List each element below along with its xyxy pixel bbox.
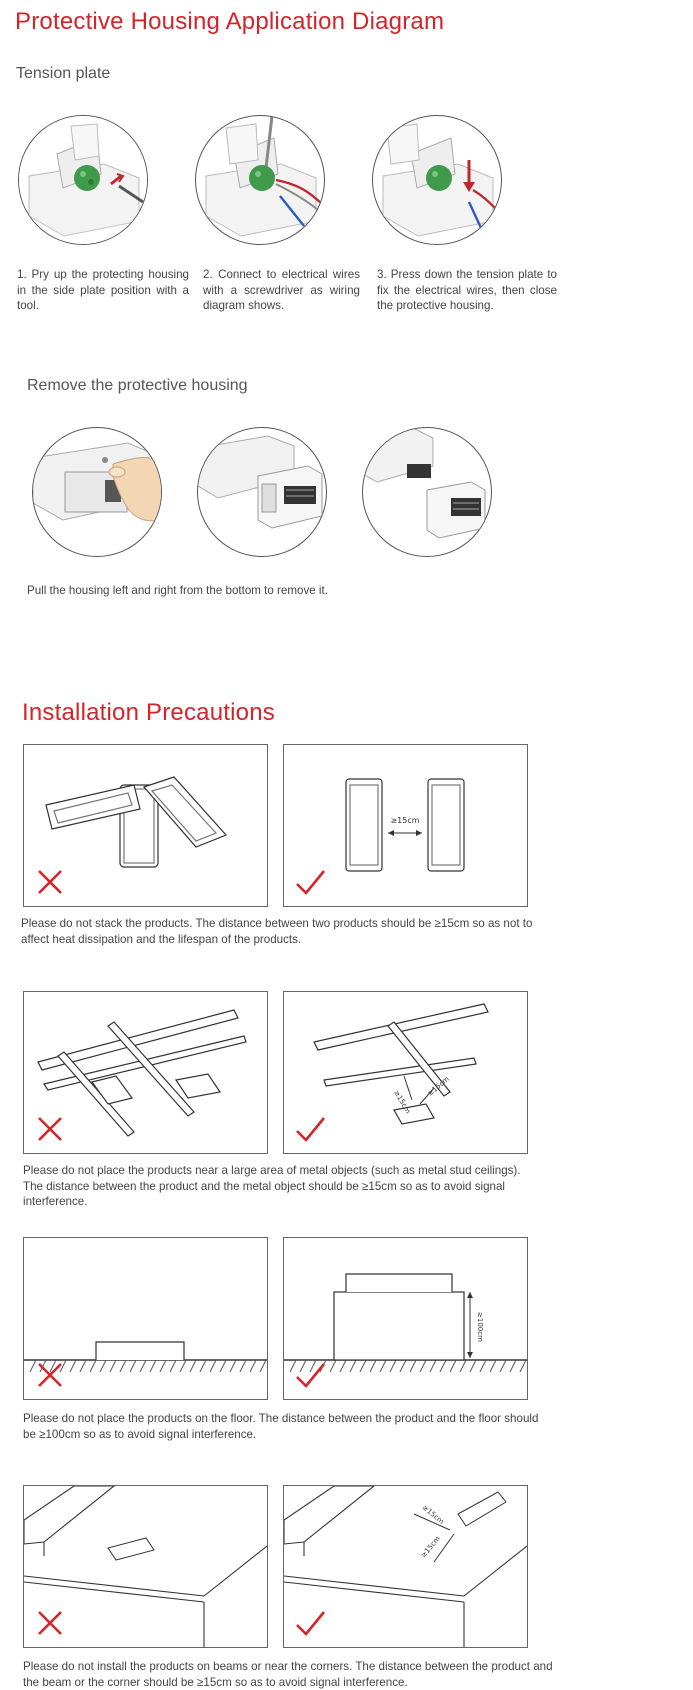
- away-from-metal-ceiling-panel: [283, 991, 528, 1154]
- away-from-beam-panel: [283, 1485, 528, 1648]
- press-tension-plate-illustration: [372, 115, 502, 245]
- correct-check-icon: [294, 866, 326, 898]
- metal-precaution-note: Please do not place the products near a large area of metal objects (such as metal stud ceilings). The distance between the product and the metal object should be ≥15cm so as to avoid signal interference.: [23, 1164, 521, 1208]
- remove-housing-press-illustration: [32, 427, 162, 557]
- distance-label: ≥15cm: [419, 1534, 442, 1560]
- on-floor-panel: [23, 1237, 268, 1400]
- wrong-x-icon: [34, 1359, 66, 1391]
- page-title: Protective Housing Application Diagram: [15, 8, 445, 35]
- connect-wires-illustration: [195, 115, 325, 245]
- correct-check-icon: [294, 1359, 326, 1391]
- pry-housing-illustration: [18, 115, 148, 245]
- distance-label: ≥15cm: [426, 1075, 451, 1098]
- wrong-x-icon: [34, 1113, 66, 1145]
- correct-check-icon: [294, 1113, 326, 1145]
- beam-precaution-note: Please do not install the products on beams or near the corners. The distance between the product and the beam or the corner should be ≥15cm so as to avoid signal interference.: [23, 1660, 553, 1689]
- remove-housing-heading: Remove the protective housing: [27, 377, 248, 394]
- spaced-products-panel: [283, 744, 528, 907]
- wrong-x-icon: [34, 1607, 66, 1639]
- step-3-caption: 3. Press down the tension plate to fix the electrical wires, then close the protective housing.: [377, 268, 557, 312]
- distance-label: ≥15cm: [390, 816, 420, 825]
- near-metal-ceiling-panel: [23, 991, 268, 1154]
- raised-from-floor-panel: [283, 1237, 528, 1400]
- remove-housing-slide-illustration: [197, 427, 327, 557]
- remove-housing-detached-illustration: [362, 427, 492, 557]
- step-2-caption: 2. Connect to electrical wires with a screwdriver as wiring diagram shows.: [203, 268, 360, 312]
- on-beam-panel: [23, 1485, 268, 1648]
- correct-check-icon: [294, 1607, 326, 1639]
- wrong-x-icon: [34, 866, 66, 898]
- step-1-caption: 1. Pry up the protecting housing in the side plate position with a tool.: [17, 268, 189, 312]
- stack-precaution-note: Please do not stack the products. The distance between two products should be ≥15cm so as not to affect heat dissipation and the lifespan of the products.: [21, 917, 533, 946]
- tension-plate-heading: Tension plate: [16, 65, 111, 82]
- precautions-title: Installation Precautions: [22, 699, 275, 726]
- distance-label: ≥15cm: [392, 1089, 412, 1116]
- floor-precaution-note: Please do not place the products on the floor. The distance between the product and the floor should be ≥100cm so as to avoid signal interference.: [23, 1412, 539, 1441]
- stacked-products-panel: [23, 744, 268, 907]
- remove-housing-caption: Pull the housing left and right from the bottom to remove it.: [27, 584, 328, 597]
- distance-label: ≥15cm: [420, 1503, 446, 1526]
- distance-label: ≥100cm: [476, 1312, 484, 1342]
